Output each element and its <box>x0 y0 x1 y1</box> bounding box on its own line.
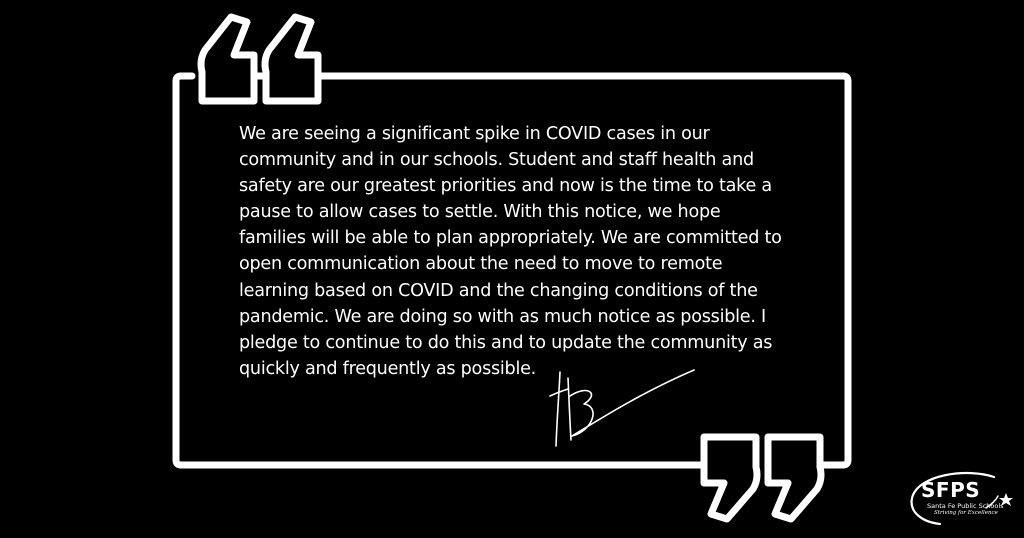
logo-name: Santa Fe Public Schools <box>927 502 1004 510</box>
sfps-logo <box>908 470 1018 526</box>
quote-line: safety are our greatest priorities and now is the time to take a <box>239 176 772 197</box>
quote-line: learning based on COVID and the changing conditions of the <box>239 280 758 301</box>
logo-acronym: SFPS <box>921 478 981 502</box>
close-quote-icon <box>704 437 821 519</box>
quote-line: community and in our schools. Student and staff health and <box>239 150 754 171</box>
signature <box>548 366 700 456</box>
open-quote-icon <box>201 17 318 101</box>
quote-line: pledge to continue to do this and to update the community as <box>239 332 773 353</box>
quote-text <box>239 121 839 382</box>
quote-line: families will be able to plan appropriately. We are committed to <box>239 228 782 249</box>
logo-tagline: Striving for Excellence <box>934 510 998 516</box>
quote-line: quickly and frequently as possible. <box>239 358 537 379</box>
quote-line: open communication about the need to move to remote <box>239 254 723 275</box>
quote-line: We are seeing a significant spike in COVID cases in our <box>239 124 710 144</box>
quote-line: pandemic. We are doing so with as much notice as possible. I <box>239 306 766 327</box>
quote-line: pause to allow cases to settle. With this notice, we hope <box>239 202 721 223</box>
